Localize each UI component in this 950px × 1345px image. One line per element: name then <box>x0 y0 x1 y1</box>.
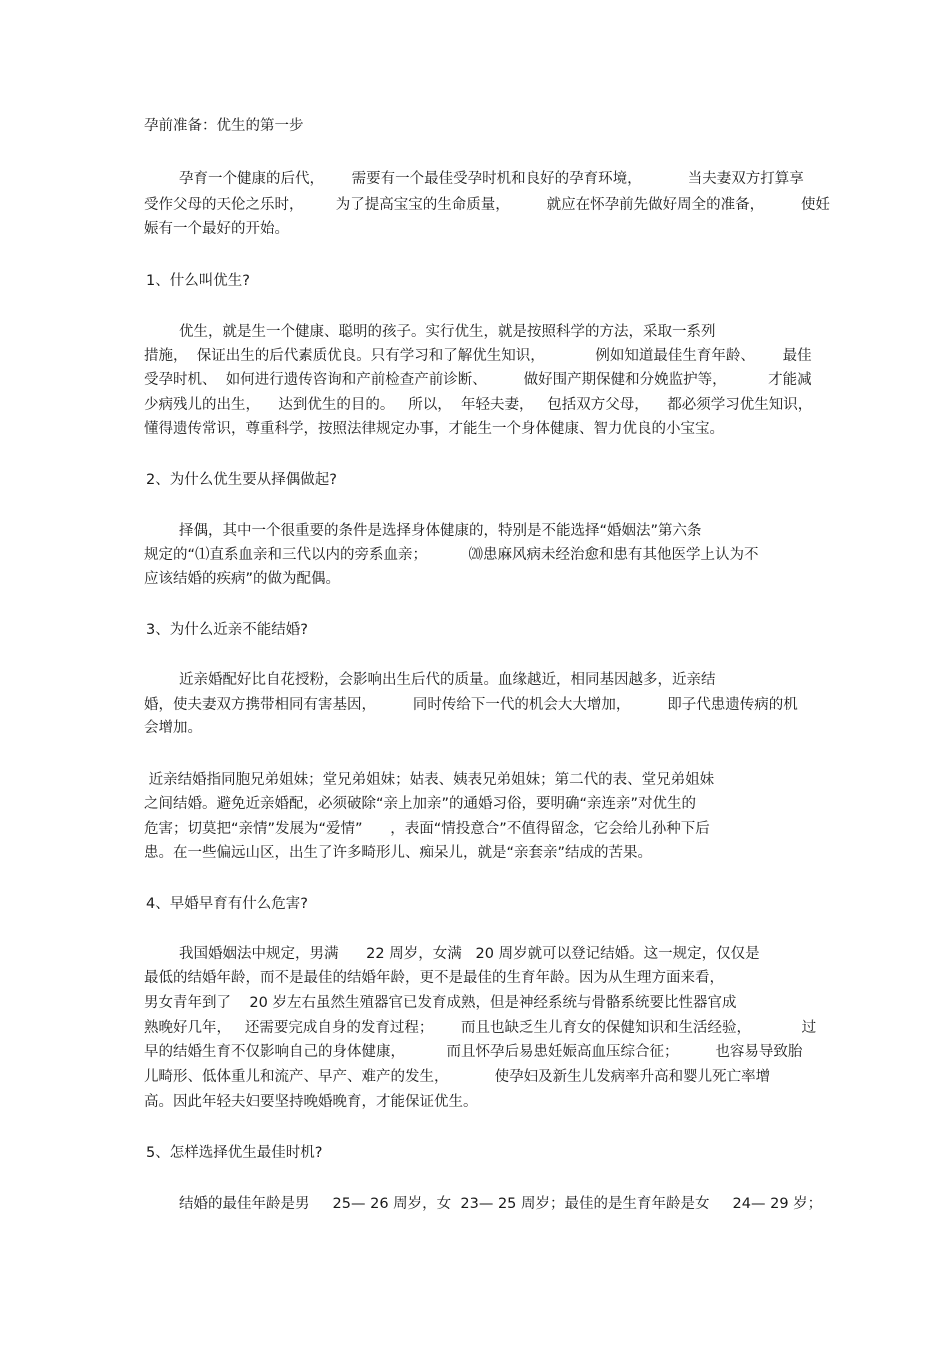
paragraph-line: 措施， 保证出生的后代素质优良。只有学习和了解优生知识， 例如知道最佳生育年龄、 最佳 <box>144 348 812 364</box>
section-heading: 2、为什么优生要从择偶做起? <box>146 472 337 488</box>
paragraph-line: 近亲婚配好比自花授粉，会影响出生后代的质量。血缘越近，相同基因越多，近亲结 <box>179 672 716 688</box>
paragraph-line: 应该结婚的疾病”的做为配偶。 <box>144 571 341 587</box>
paragraph-line: 高。因此年轻夫妇要坚持晚婚晚育，才能保证优生。 <box>144 1094 478 1110</box>
intro-line: 娠有一个最好的开始。 <box>144 221 289 237</box>
paragraph-line: 婚，使夫妻双方携带相同有害基因， 同时传给下一代的机会大大增加， 即子代患遗传病的机 <box>144 697 798 713</box>
paragraph-line: 我国婚姻法中规定，男满 22 周岁，女满 20 周岁就可以登记结婚。这一规定，仅仅是 <box>179 946 760 962</box>
paragraph-line: 受孕时机、 如何进行遗传咨询和产前检查产前诊断、 做好围产期保健和分娩监护等， 才能减 <box>144 372 812 388</box>
paragraph-line: 儿畸形、低体重儿和流产、早产、难产的发生， 使孕妇及新生儿发病率升高和婴儿死亡率增 <box>144 1069 771 1085</box>
paragraph-line: 之间结婚。避免近亲婚配，必须破除“亲上加亲”的通婚习俗，要明确“亲连亲”对优生的 <box>144 796 697 812</box>
intro-line: 孕育一个健康的后代， 需要有一个最佳受孕时机和良好的孕育环境， 当夫妻双方打算享 <box>179 171 804 187</box>
intro-line: 受作父母的天伦之乐时， 为了提高宝宝的生命质量， 就应在怀孕前先做好周全的准备， 使妊 <box>144 197 831 213</box>
paragraph-line: 近亲结婚指同胞兄弟姐妹；堂兄弟姐妹；姑表、姨表兄弟姐妹；第二代的表、堂兄弟姐妹 <box>144 772 715 788</box>
section-heading: 1、什么叫优生? <box>146 273 250 289</box>
paragraph-line: 熟晚好几年， 还需要完成自身的发育过程； 而且也缺乏生儿育女的保健知识和生活经验， 过 <box>144 1020 817 1036</box>
paragraph-line: 少病残儿的出生， 达到优生的目的。 所以， 年轻夫妻， 包括双方父母， 都必须学习优生知识， <box>144 397 813 413</box>
paragraph-line: 懂得遗传常识，尊重科学，按照法律规定办事，才能生一个身体健康、智力优良的小宝宝。 <box>144 421 724 437</box>
paragraph-line: 男女青年到了 20 岁左右虽然生殖器官已发育成熟，但是神经系统与骨骼系统要比性器官成 <box>144 995 737 1011</box>
paragraph-line: 患。在一些偏远山区，出生了许多畸形儿、痴呆儿，就是“亲套亲”结成的苦果。 <box>144 845 653 861</box>
section-heading: 3、为什么近亲不能结婚? <box>146 622 308 638</box>
section-heading: 4、早婚早育有什么危害? <box>146 896 308 912</box>
paragraph-line: 规定的“⑴直系血亲和三代以内的旁系血亲； ⒇患麻风病未经治愈和患有其他医学上认为不 <box>144 547 759 563</box>
paragraph-line: 会增加。 <box>144 720 202 736</box>
paragraph-line: 结婚的最佳年龄是男 25— 26 周岁，女 23— 25 周岁；最佳的是生育年龄是女 24— 29 岁； <box>179 1196 823 1212</box>
paragraph-line: 优生，就是生一个健康、聪明的孩子。实行优生，就是按照科学的方法，采取一系列 <box>179 324 716 340</box>
section-heading: 5、怎样选择优生最佳时机? <box>146 1145 323 1161</box>
paragraph-line: 最低的结婚年龄，而不是最佳的结婚年龄，更不是最佳的生育年龄。因为从生理方面来看， <box>144 970 724 986</box>
paragraph-line: 危害；切莫把“亲情”发展为“爱情” ，表面“情投意合”不值得留念，它会给儿孙种下后 <box>144 821 710 837</box>
paragraph-line: 择偶，其中一个很重要的条件是选择身体健康的，特别是不能选择“婚姻法”第六条 <box>179 523 702 539</box>
document-title: 孕前准备：优生的第一步 <box>144 118 304 134</box>
paragraph-line: 早的结婚生育不仅影响自己的身体健康， 而且怀孕后易患妊娠高血压综合征； 也容易导致胎 <box>144 1044 803 1060</box>
